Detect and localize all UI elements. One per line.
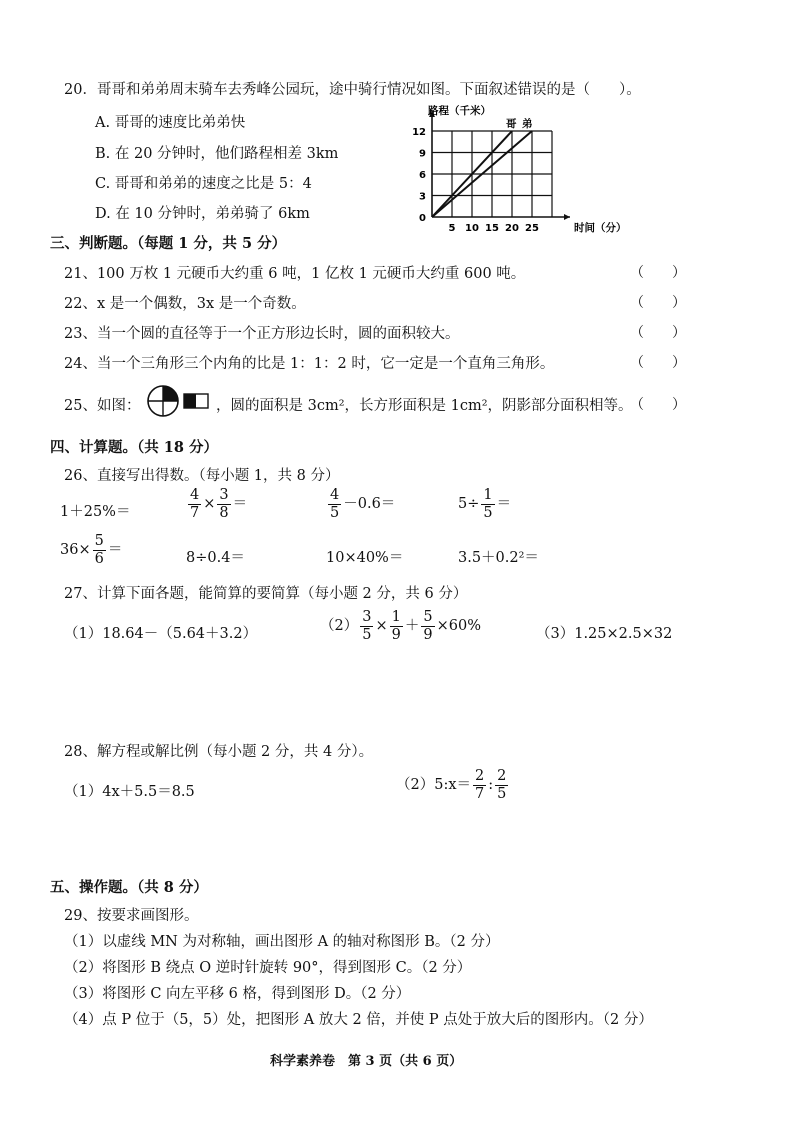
- series-label-di: 弟: [522, 118, 533, 130]
- q25-figure: [146, 384, 214, 418]
- q26-calc-4: 5÷ $\frac{1}{5}$ ＝: [458, 487, 512, 521]
- distance-time-chart: [400, 100, 630, 240]
- y-tick-label: 6: [419, 170, 426, 181]
- q29-step-4: （4）点 P 位于（5，5）处，把图形 A 放大 2 倍，并使 P 点处于放大后的图形内。（2 分）: [64, 1012, 653, 1028]
- q25-text: ，圆的面积是 3cm²，长方形面积是 1cm²，阴影部分面积相等。: [216, 398, 633, 414]
- q26-calc-7: 10×40%＝: [326, 550, 404, 566]
- q26-calc-1: 1＋25%＝: [60, 504, 131, 520]
- q21: 21、100 万枚 1 元硬币大约重 6 吨，1 亿枚 1 元硬币大约重 600 吨。: [64, 266, 526, 282]
- q26-title: 26、直接写出得数。（每小题 1，共 8 分）: [64, 468, 340, 484]
- q26-calc-3: $\frac{4}{5}$ －0.6＝: [330, 487, 396, 521]
- q22: 22、x 是一个偶数，3x 是一个奇数。: [64, 296, 306, 312]
- x-tick-label: 20: [505, 223, 519, 234]
- x-tick-label: 5: [448, 223, 456, 234]
- q27-title: 27、计算下面各题，能简算的要简算（每小题 2 分，共 6 分）: [64, 586, 468, 602]
- q29-step-3: （3）将图形 C 向左平移 6 格，得到图形 D。（2 分）: [64, 986, 411, 1002]
- page-footer: 科学素养卷 第 3 页（共 6 页）: [270, 1054, 463, 1069]
- q22-answer-blank: （ ）: [630, 295, 686, 311]
- y-tick-label: 3: [419, 191, 426, 203]
- q25-answer-blank: （ ）: [630, 397, 686, 413]
- q27-part-3: （3）1.25×2.5×32: [536, 626, 673, 642]
- q26-calc-5: 36× $\frac{5}{6}$ ＝: [60, 533, 123, 567]
- q29-step-1: （1）以虚线 MN 为对称轴，画出图形 A 的轴对称图形 B。（2 分）: [64, 934, 500, 950]
- y-tick-label: 12: [412, 127, 426, 138]
- y-axis-label: 路程（千米）: [428, 105, 491, 117]
- q29-step-2: （2）将图形 B 绕点 O 逆时针旋转 90°，得到图形 C。（2 分）: [64, 960, 472, 976]
- q20-option-d: D. 在 10 分钟时，弟弟骑了 6km: [95, 206, 310, 222]
- x-tick-label: 15: [485, 223, 499, 234]
- q29-title: 29、按要求画图形。: [64, 908, 199, 924]
- q23-answer-blank: （ ）: [630, 325, 686, 341]
- q20-option-a: A. 哥哥的速度比弟弟快: [95, 115, 246, 131]
- q26-calc-6: 8÷0.4＝: [186, 550, 245, 566]
- x-axis-label: 时间（分）: [574, 222, 627, 234]
- q24: 24、当一个三角形三个内角的比是 1：1：2 时，它一定是一个直角三角形。: [64, 356, 555, 372]
- section-3-title: 三、判断题。（每题 1 分，共 5 分）: [50, 235, 287, 252]
- q20-option-c: C. 哥哥和弟弟的速度之比是 5：4: [95, 176, 312, 192]
- section-4-title: 四、计算题。（共 18 分）: [50, 439, 219, 456]
- q23: 23、当一个圆的直径等于一个正方形边长时，圆的面积较大。: [64, 326, 460, 342]
- q20-option-b: B. 在 20 分钟时，他们路程相差 3km: [95, 146, 339, 162]
- q20-stem: 20．哥哥和弟弟周末骑车去秀峰公园玩，途中骑行情况如图。下面叙述错误的是（ ）。: [64, 82, 641, 98]
- q21-answer-blank: （ ）: [630, 265, 686, 281]
- x-tick-label: 10: [465, 223, 479, 234]
- q24-answer-blank: （ ）: [630, 355, 686, 371]
- y-tick-label: 9: [419, 148, 426, 160]
- x-axis-arrow: [564, 214, 570, 220]
- q27-part-1: （1）18.64－（5.64＋3.2）: [64, 626, 258, 642]
- q26-calc-8: 3.5＋0.2²＝: [458, 550, 539, 566]
- q28-title: 28、解方程或解比例（每小题 2 分，共 4 分）。: [64, 744, 374, 760]
- q28-part-2: （2）5:x＝ $\frac{2}{7}$ : $\frac{2}{5}$: [396, 768, 507, 802]
- q28-part-1: （1）4x＋5.5＝8.5: [64, 784, 195, 800]
- q27-part-2: （2） $\frac{3}{5}$ × $\frac{1}{9}$ ＋ $\frac{5}{9}$ ×60%: [320, 609, 481, 643]
- series-label-ge: 哥: [506, 118, 517, 130]
- y-tick-label: 0: [419, 213, 426, 224]
- q26-calc-2: $\frac{4}{7}$ × $\frac{3}{8}$ ＝: [190, 487, 248, 521]
- section-5-title: 五、操作题。（共 8 分）: [50, 879, 208, 896]
- q25-prefix: 25、如图：: [64, 398, 141, 414]
- x-tick-label: 25: [525, 223, 539, 234]
